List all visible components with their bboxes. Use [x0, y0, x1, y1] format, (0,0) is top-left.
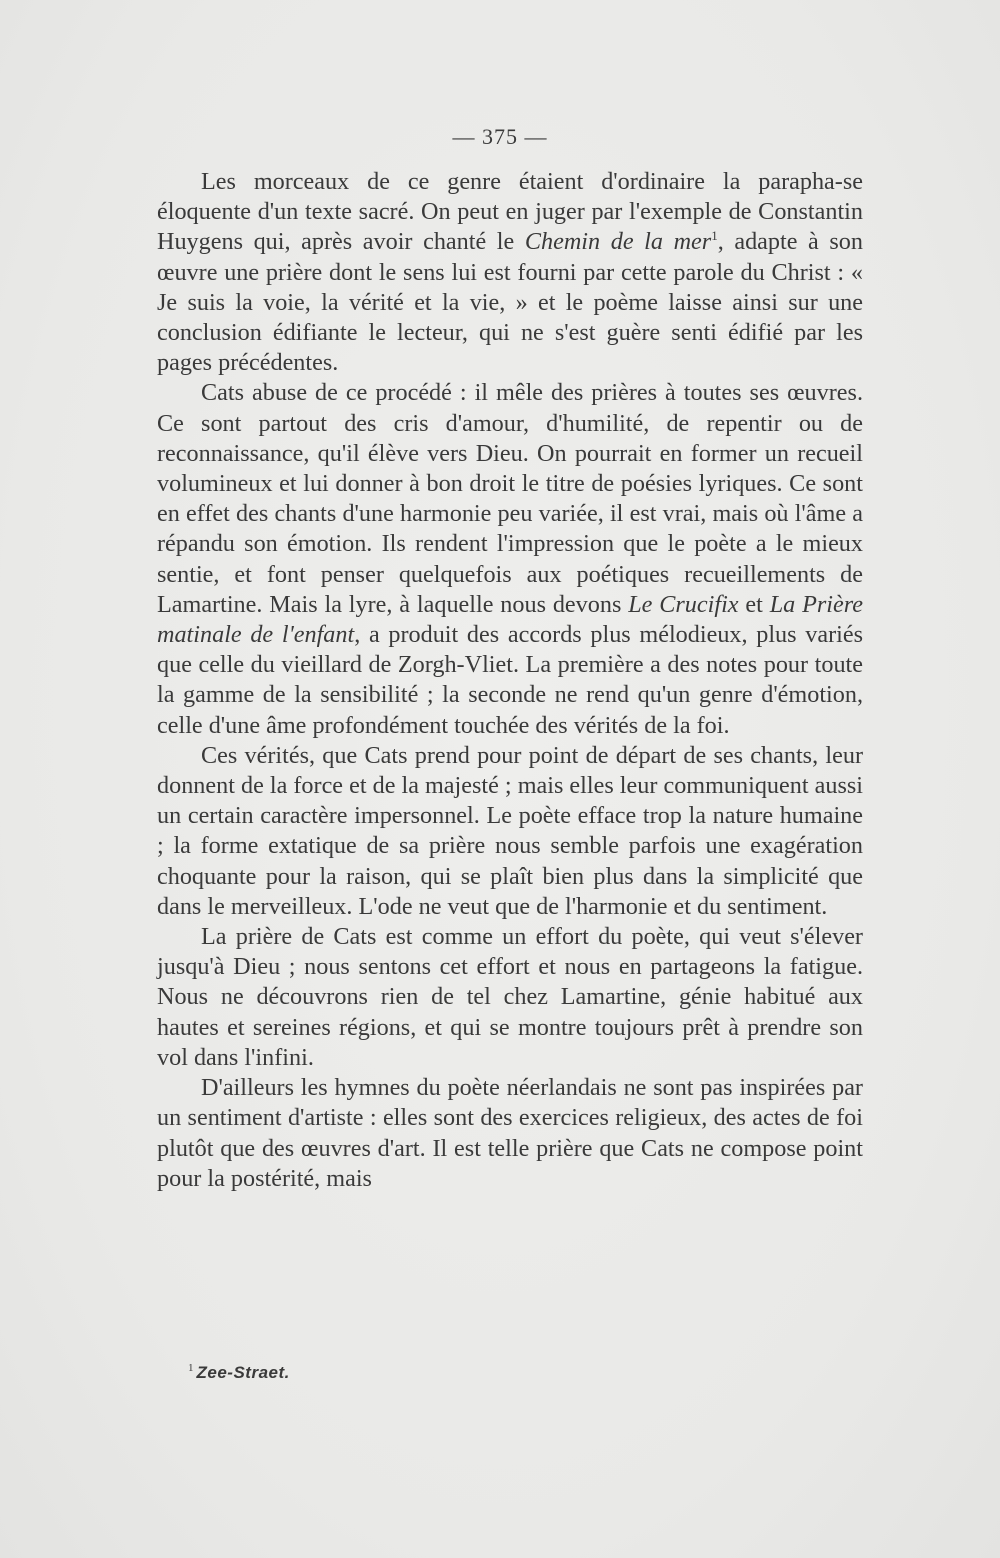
italic-title-le-crucifix: Le Crucifix: [628, 590, 739, 618]
paragraph-1: [157, 167, 863, 378]
paragraph-2-text-a: Cats abuse de ce procédé : il mêle des prières à toutes ses œuvres. Ce sont partout des cris d'amour, d'humilité, de repentir ou de reconnaissance, qu'il élève vers Dieu. On pourrait en former un recueil volumineux et lui donner à bon droit le titre de poésies lyriques. Ce sont en effet des chants d'une harmonie peu variée, il est vrai, mais où l'âme a répandu son émotion. Ils rendent l'impression que le poète a le mieux sentie, et font penser quelquefois aux poétiques recueillements de Lamartine. Mais la lyre, à laquelle nous devons: [157, 379, 863, 618]
body-text: [157, 167, 863, 1194]
paragraph-2-text-c: , a produit des accords plus mélodieux, plus variés que celle du vieillard de Zorgh-Vliet. La première a des notes pour toute la gamme de la sensibilité ; la seconde ne rend qu'un genre d'émotion, celle d'une âme profondément touchée des vérités de la foi.: [157, 621, 863, 739]
italic-title-priere-matinale: La Prière matinale de l'enfant: [157, 590, 863, 649]
paragraph-1-text-a: Les morceaux de ce genre étaient d'ordinaire la parapha-se éloquente d'un texte sacré. On peut en juger par l'exemple de Constantin Huygens qui, après avoir chanté le: [157, 168, 863, 256]
footnote: [188, 1362, 290, 1384]
footnote-reference: 1: [711, 228, 718, 244]
page-number: — 375 —: [452, 124, 548, 149]
paragraph-3: Ces vérités, que Cats prend pour point de départ de ses chants, leur donnent de la force et de la majesté ; mais elles leur communiquent aussi un certain caractère impersonnel. Le poète efface trop la nature humaine ; la forme extatique de sa prière nous semble parfois une exagération choquante pour la raison, qui se plaît bien plus dans la simplicité que dans le merveilleux. L'ode ne veut que de l'harmonie et du sentiment.: [157, 741, 863, 920]
italic-title-chemin-de-la-mer: Chemin de la mer: [524, 228, 712, 256]
paragraph-5: D'ailleurs les hymnes du poète néerlandais ne sont pas inspirées par un sentiment d'artiste : elles sont des exercices religieux, des actes de foi plutôt que des œuvres d'art. Il est telle prière que Cats ne compose point pour la postérité, mais: [157, 1074, 863, 1192]
paragraph-2: [157, 378, 863, 740]
paragraph-2-text-b: et: [738, 590, 770, 618]
paragraph-1-text-b: , adapte à son œuvre une prière dont le sens lui est fourni par cette parole du Christ : « Je suis la voie, la vérité et la vie, » et le poème laisse ainsi sur une conclusion édifiante le lecteur, qui ne s'est guère senti édifié par les pages précédentes.: [157, 228, 863, 377]
footnote-mark: 1: [188, 1362, 194, 1375]
paragraph-4: La prière de Cats est comme un effort du poète, qui veut s'élever jusqu'à Dieu ; nous sentons cet effort et nous en partageons la fatigue. Nous ne découvrons rien de tel chez Lamartine, génie habitué aux hautes et sereines régions, et qui se montre toujours prêt à prendre son vol dans l'infini.: [157, 923, 863, 1071]
footnote-text: Zee-Straet.: [196, 1363, 290, 1382]
